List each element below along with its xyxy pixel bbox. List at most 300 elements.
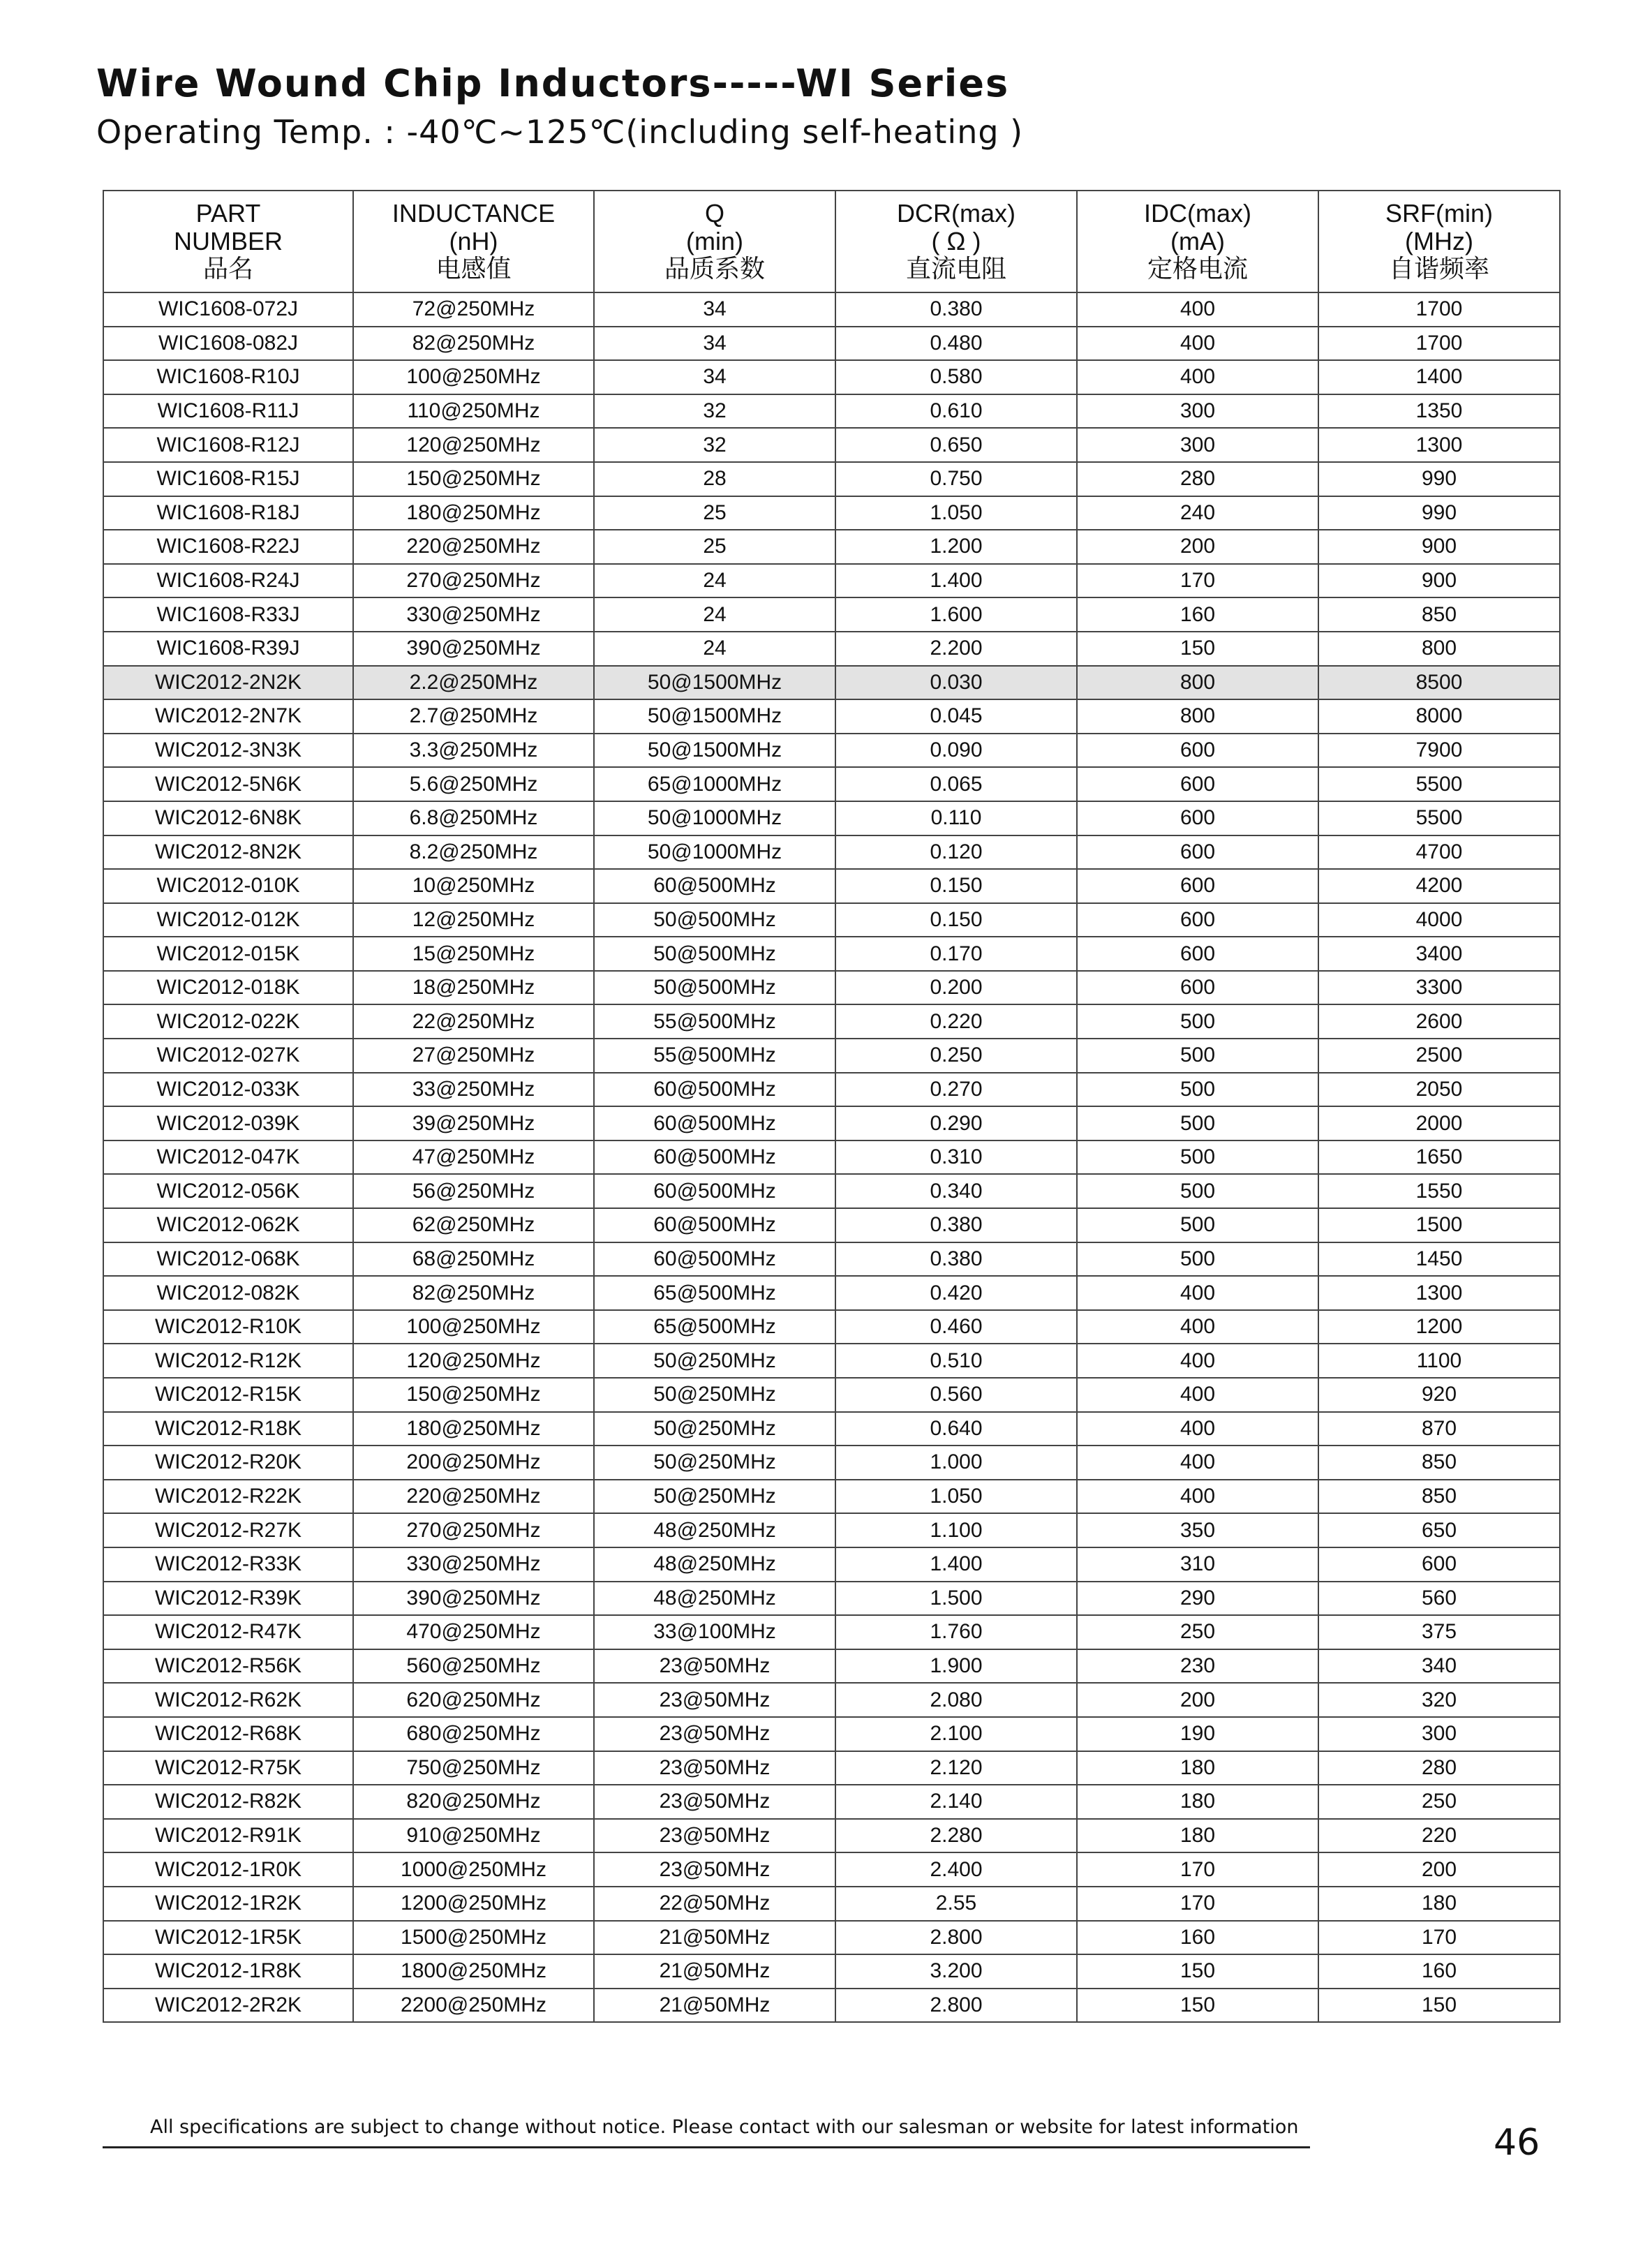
cell-srf: 220 [1318,1819,1560,1853]
table-row [103,1513,1560,1547]
cell-q: 50@500MHz [594,971,835,1005]
header-srf: SRF(min) (MHz) 自谐频率 [1318,191,1560,292]
cell-srf: 3300 [1318,971,1560,1005]
table-row [103,564,1560,598]
cell-inductance: 180@250MHz [353,1412,594,1446]
cell-dcr: 2.120 [835,1751,1077,1785]
cell-dcr: 1.500 [835,1582,1077,1616]
header-part-number: PART NUMBER 品名 [103,191,353,292]
cell-idc: 400 [1077,1446,1318,1480]
cell-part-number: WIC1608-R10J [103,360,353,394]
cell-q: 50@1000MHz [594,835,835,870]
cell-idc: 600 [1077,835,1318,870]
cell-part-number: WIC2012-022K [103,1004,353,1039]
cell-part-number: WIC2012-R20K [103,1446,353,1480]
cell-inductance: 39@250MHz [353,1106,594,1140]
cell-part-number: WIC2012-R12K [103,1344,353,1378]
cell-q: 28 [594,462,835,496]
cell-idc: 170 [1077,1852,1318,1887]
table-row [103,1751,1560,1785]
cell-idc: 200 [1077,1683,1318,1717]
table-row [103,632,1560,666]
table-row [103,666,1560,700]
cell-srf: 8000 [1318,699,1560,734]
cell-part-number: WIC1608-R33J [103,597,353,632]
cell-q: 60@500MHz [594,1140,835,1175]
table-row [103,903,1560,937]
cell-inductance: 200@250MHz [353,1446,594,1480]
cell-srf: 990 [1318,462,1560,496]
cell-part-number: WIC2012-062K [103,1208,353,1242]
cell-part-number: WIC2012-R91K [103,1819,353,1853]
cell-idc: 500 [1077,1004,1318,1039]
cell-idc: 600 [1077,971,1318,1005]
cell-idc: 400 [1077,1344,1318,1378]
cell-dcr: 0.340 [835,1174,1077,1208]
cell-part-number: WIC1608-R11J [103,394,353,429]
cell-dcr: 0.610 [835,394,1077,429]
cell-idc: 160 [1077,597,1318,632]
cell-dcr: 2.280 [835,1819,1077,1853]
cell-dcr: 0.480 [835,327,1077,361]
table-row [103,1615,1560,1649]
table-row [103,1412,1560,1446]
cell-srf: 4000 [1318,903,1560,937]
cell-idc: 500 [1077,1208,1318,1242]
cell-srf: 280 [1318,1751,1560,1785]
cell-part-number: WIC2012-R15K [103,1378,353,1412]
cell-idc: 400 [1077,1378,1318,1412]
cell-srf: 1700 [1318,327,1560,361]
cell-q: 24 [594,632,835,666]
table-row [103,937,1560,971]
cell-idc: 170 [1077,564,1318,598]
header-idc: IDC(max) (mA) 定格电流 [1077,191,1318,292]
cell-part-number: WIC2012-1R2K [103,1887,353,1921]
cell-dcr: 0.270 [835,1073,1077,1107]
cell-inductance: 820@250MHz [353,1785,594,1819]
cell-q: 23@50MHz [594,1819,835,1853]
cell-part-number: WIC1608-R39J [103,632,353,666]
cell-inductance: 220@250MHz [353,530,594,564]
cell-idc: 500 [1077,1242,1318,1277]
cell-inductance: 22@250MHz [353,1004,594,1039]
cell-idc: 400 [1077,1480,1318,1514]
cell-idc: 290 [1077,1582,1318,1616]
cell-srf: 340 [1318,1649,1560,1684]
cell-idc: 280 [1077,462,1318,496]
cell-inductance: 470@250MHz [353,1615,594,1649]
cell-dcr: 0.750 [835,462,1077,496]
cell-part-number: WIC2012-R56K [103,1649,353,1684]
cell-dcr: 0.560 [835,1378,1077,1412]
cell-q: 50@1000MHz [594,801,835,835]
cell-q: 65@500MHz [594,1276,835,1310]
cell-inductance: 3.3@250MHz [353,734,594,768]
cell-inductance: 220@250MHz [353,1480,594,1514]
cell-inductance: 680@250MHz [353,1717,594,1751]
table-row [103,699,1560,734]
cell-inductance: 100@250MHz [353,1310,594,1344]
cell-idc: 190 [1077,1717,1318,1751]
cell-dcr: 1.760 [835,1615,1077,1649]
cell-idc: 200 [1077,530,1318,564]
cell-idc: 240 [1077,496,1318,530]
cell-inductance: 1200@250MHz [353,1887,594,1921]
cell-srf: 250 [1318,1785,1560,1819]
cell-idc: 150 [1077,1954,1318,1989]
cell-dcr: 2.400 [835,1852,1077,1887]
cell-q: 50@500MHz [594,937,835,971]
table-row [103,1004,1560,1039]
cell-srf: 4700 [1318,835,1560,870]
cell-part-number: WIC2012-033K [103,1073,353,1107]
cell-q: 34 [594,360,835,394]
cell-part-number: WIC2012-R39K [103,1582,353,1616]
cell-srf: 1650 [1318,1140,1560,1175]
cell-dcr: 0.380 [835,1242,1077,1277]
cell-q: 32 [594,394,835,429]
table-row [103,1174,1560,1208]
table-row [103,1480,1560,1514]
cell-dcr: 0.640 [835,1412,1077,1446]
cell-q: 48@250MHz [594,1547,835,1582]
table-row [103,1140,1560,1175]
cell-q: 34 [594,292,835,327]
cell-idc: 300 [1077,394,1318,429]
cell-dcr: 0.460 [835,1310,1077,1344]
table-row [103,1446,1560,1480]
cell-srf: 375 [1318,1615,1560,1649]
cell-idc: 310 [1077,1547,1318,1582]
table-row [103,1989,1560,2023]
cell-srf: 560 [1318,1582,1560,1616]
cell-dcr: 0.420 [835,1276,1077,1310]
cell-inductance: 2.2@250MHz [353,666,594,700]
cell-part-number: WIC2012-056K [103,1174,353,1208]
table-row [103,1276,1560,1310]
cell-inductance: 1000@250MHz [353,1852,594,1887]
cell-dcr: 0.110 [835,801,1077,835]
cell-dcr: 2.55 [835,1887,1077,1921]
cell-part-number: WIC1608-082J [103,327,353,361]
cell-q: 23@50MHz [594,1683,835,1717]
cell-part-number: WIC2012-R62K [103,1683,353,1717]
cell-srf: 900 [1318,530,1560,564]
cell-inductance: 330@250MHz [353,597,594,632]
cell-part-number: WIC2012-R18K [103,1412,353,1446]
cell-srf: 5500 [1318,767,1560,801]
cell-srf: 600 [1318,1547,1560,1582]
cell-srf: 850 [1318,1480,1560,1514]
cell-dcr: 0.045 [835,699,1077,734]
table-row [103,1921,1560,1955]
cell-part-number: WIC1608-R15J [103,462,353,496]
table-row [103,462,1560,496]
table-row [103,767,1560,801]
cell-inductance: 82@250MHz [353,327,594,361]
cell-idc: 500 [1077,1039,1318,1073]
cell-dcr: 1.050 [835,496,1077,530]
cell-srf: 1550 [1318,1174,1560,1208]
cell-part-number: WIC2012-1R8K [103,1954,353,1989]
table-row [103,1683,1560,1717]
spec-table-body [103,292,1560,2022]
cell-idc: 300 [1077,428,1318,462]
cell-inductance: 270@250MHz [353,564,594,598]
cell-part-number: WIC2012-018K [103,971,353,1005]
cell-part-number: WIC2012-1R0K [103,1852,353,1887]
cell-inductance: 68@250MHz [353,1242,594,1277]
cell-srf: 1100 [1318,1344,1560,1378]
cell-q: 24 [594,564,835,598]
cell-inductance: 6.8@250MHz [353,801,594,835]
table-row [103,1073,1560,1107]
cell-srf: 920 [1318,1378,1560,1412]
cell-dcr: 2.100 [835,1717,1077,1751]
table-row [103,1378,1560,1412]
cell-q: 21@50MHz [594,1954,835,1989]
cell-inductance: 18@250MHz [353,971,594,1005]
cell-srf: 850 [1318,597,1560,632]
cell-part-number: WIC2012-5N6K [103,767,353,801]
cell-part-number: WIC1608-R24J [103,564,353,598]
cell-q: 55@500MHz [594,1004,835,1039]
table-row [103,1242,1560,1277]
cell-srf: 850 [1318,1446,1560,1480]
cell-part-number: WIC2012-3N3K [103,734,353,768]
cell-inductance: 8.2@250MHz [353,835,594,870]
cell-inductance: 560@250MHz [353,1649,594,1684]
cell-q: 50@250MHz [594,1378,835,1412]
cell-part-number: WIC2012-2N7K [103,699,353,734]
cell-srf: 870 [1318,1412,1560,1446]
cell-idc: 600 [1077,937,1318,971]
cell-dcr: 0.120 [835,835,1077,870]
cell-inductance: 750@250MHz [353,1751,594,1785]
cell-dcr: 2.080 [835,1683,1077,1717]
cell-part-number: WIC2012-R68K [103,1717,353,1751]
table-row [103,597,1560,632]
cell-srf: 650 [1318,1513,1560,1547]
cell-part-number: WIC2012-R33K [103,1547,353,1582]
cell-inductance: 1800@250MHz [353,1954,594,1989]
cell-dcr: 0.580 [835,360,1077,394]
table-row [103,1954,1560,1989]
table-row [103,360,1560,394]
cell-srf: 2500 [1318,1039,1560,1073]
cell-q: 21@50MHz [594,1989,835,2023]
cell-part-number: WIC2012-1R5K [103,1921,353,1955]
cell-srf: 180 [1318,1887,1560,1921]
cell-idc: 400 [1077,360,1318,394]
cell-idc: 180 [1077,1819,1318,1853]
cell-idc: 170 [1077,1887,1318,1921]
cell-dcr: 0.090 [835,734,1077,768]
table-row [103,734,1560,768]
cell-idc: 160 [1077,1921,1318,1955]
cell-dcr: 2.200 [835,632,1077,666]
cell-dcr: 2.800 [835,1989,1077,2023]
cell-srf: 160 [1318,1954,1560,1989]
cell-idc: 600 [1077,801,1318,835]
cell-inductance: 33@250MHz [353,1073,594,1107]
operating-temperature-subtitle: Operating Temp. : -40℃~125℃(including self-heating ) [96,113,1024,151]
table-row [103,496,1560,530]
cell-inductance: 100@250MHz [353,360,594,394]
table-row [103,1819,1560,1853]
table-row [103,1310,1560,1344]
cell-srf: 2000 [1318,1106,1560,1140]
cell-part-number: WIC2012-027K [103,1039,353,1073]
cell-q: 23@50MHz [594,1649,835,1684]
cell-dcr: 1.050 [835,1480,1077,1514]
cell-inductance: 910@250MHz [353,1819,594,1853]
cell-inductance: 110@250MHz [353,394,594,429]
cell-inductance: 5.6@250MHz [353,767,594,801]
cell-srf: 1700 [1318,292,1560,327]
cell-srf: 4200 [1318,869,1560,903]
table-row [103,394,1560,429]
cell-inductance: 2.7@250MHz [353,699,594,734]
cell-srf: 7900 [1318,734,1560,768]
cell-idc: 600 [1077,869,1318,903]
cell-q: 60@500MHz [594,1174,835,1208]
cell-inductance: 1500@250MHz [353,1921,594,1955]
table-row [103,1717,1560,1751]
cell-srf: 1400 [1318,360,1560,394]
cell-idc: 600 [1077,903,1318,937]
cell-part-number: WIC2012-012K [103,903,353,937]
cell-part-number: WIC2012-082K [103,1276,353,1310]
header-q: Q (min) 品质系数 [594,191,835,292]
cell-idc: 600 [1077,734,1318,768]
footer-divider [103,2146,1310,2148]
cell-q: 50@1500MHz [594,699,835,734]
cell-dcr: 0.380 [835,1208,1077,1242]
cell-q: 65@1000MHz [594,767,835,801]
cell-part-number: WIC2012-R47K [103,1615,353,1649]
cell-inductance: 15@250MHz [353,937,594,971]
cell-q: 60@500MHz [594,869,835,903]
cell-srf: 1200 [1318,1310,1560,1344]
cell-dcr: 0.220 [835,1004,1077,1039]
table-row [103,1547,1560,1582]
cell-q: 48@250MHz [594,1582,835,1616]
cell-inductance: 270@250MHz [353,1513,594,1547]
cell-inductance: 72@250MHz [353,292,594,327]
cell-q: 23@50MHz [594,1717,835,1751]
cell-part-number: WIC1608-R22J [103,530,353,564]
cell-dcr: 1.100 [835,1513,1077,1547]
cell-q: 60@500MHz [594,1106,835,1140]
table-row [103,1106,1560,1140]
page-title: Wire Wound Chip Inductors-----WI Series [96,61,1010,105]
cell-part-number: WIC2012-R27K [103,1513,353,1547]
cell-part-number: WIC2012-010K [103,869,353,903]
cell-q: 23@50MHz [594,1852,835,1887]
cell-inductance: 180@250MHz [353,496,594,530]
cell-part-number: WIC2012-8N2K [103,835,353,870]
cell-dcr: 0.150 [835,869,1077,903]
cell-q: 50@1500MHz [594,734,835,768]
cell-part-number: WIC1608-072J [103,292,353,327]
cell-q: 60@500MHz [594,1242,835,1277]
cell-idc: 500 [1077,1140,1318,1175]
cell-idc: 600 [1077,767,1318,801]
cell-inductance: 620@250MHz [353,1683,594,1717]
cell-dcr: 0.380 [835,292,1077,327]
page-number: 46 [1494,2122,1540,2164]
cell-srf: 300 [1318,1717,1560,1751]
cell-q: 50@250MHz [594,1446,835,1480]
cell-q: 48@250MHz [594,1513,835,1547]
cell-idc: 400 [1077,327,1318,361]
cell-idc: 400 [1077,1310,1318,1344]
table-row [103,327,1560,361]
cell-part-number: WIC2012-2R2K [103,1989,353,2023]
table-row [103,428,1560,462]
cell-q: 60@500MHz [594,1073,835,1107]
cell-idc: 400 [1077,1276,1318,1310]
cell-part-number: WIC2012-R22K [103,1480,353,1514]
table-row [103,1344,1560,1378]
table-header-row [103,191,1560,292]
cell-srf: 900 [1318,564,1560,598]
cell-q: 55@500MHz [594,1039,835,1073]
cell-dcr: 0.250 [835,1039,1077,1073]
table-row [103,1852,1560,1887]
cell-dcr: 3.200 [835,1954,1077,1989]
cell-srf: 170 [1318,1921,1560,1955]
cell-inductance: 390@250MHz [353,632,594,666]
header-dcr: DCR(max) ( Ω ) 直流电阻 [835,191,1077,292]
cell-q: 34 [594,327,835,361]
cell-q: 25 [594,530,835,564]
table-row [103,835,1560,870]
cell-idc: 250 [1077,1615,1318,1649]
cell-q: 50@250MHz [594,1480,835,1514]
cell-srf: 1300 [1318,428,1560,462]
cell-srf: 2600 [1318,1004,1560,1039]
table-row [103,1887,1560,1921]
cell-part-number: WIC2012-R82K [103,1785,353,1819]
cell-q: 50@1500MHz [594,666,835,700]
table-row [103,292,1560,327]
cell-q: 21@50MHz [594,1921,835,1955]
cell-dcr: 1.400 [835,564,1077,598]
cell-srf: 2050 [1318,1073,1560,1107]
cell-idc: 400 [1077,292,1318,327]
table-row [103,530,1560,564]
cell-idc: 400 [1077,1412,1318,1446]
cell-q: 22@50MHz [594,1887,835,1921]
cell-q: 25 [594,496,835,530]
cell-idc: 150 [1077,632,1318,666]
cell-inductance: 150@250MHz [353,462,594,496]
cell-srf: 3400 [1318,937,1560,971]
cell-q: 32 [594,428,835,462]
cell-dcr: 1.900 [835,1649,1077,1684]
cell-idc: 800 [1077,666,1318,700]
cell-idc: 180 [1077,1751,1318,1785]
table-row [103,1039,1560,1073]
cell-dcr: 1.400 [835,1547,1077,1582]
table-row [103,1785,1560,1819]
cell-dcr: 0.170 [835,937,1077,971]
cell-inductance: 390@250MHz [353,1582,594,1616]
cell-srf: 800 [1318,632,1560,666]
